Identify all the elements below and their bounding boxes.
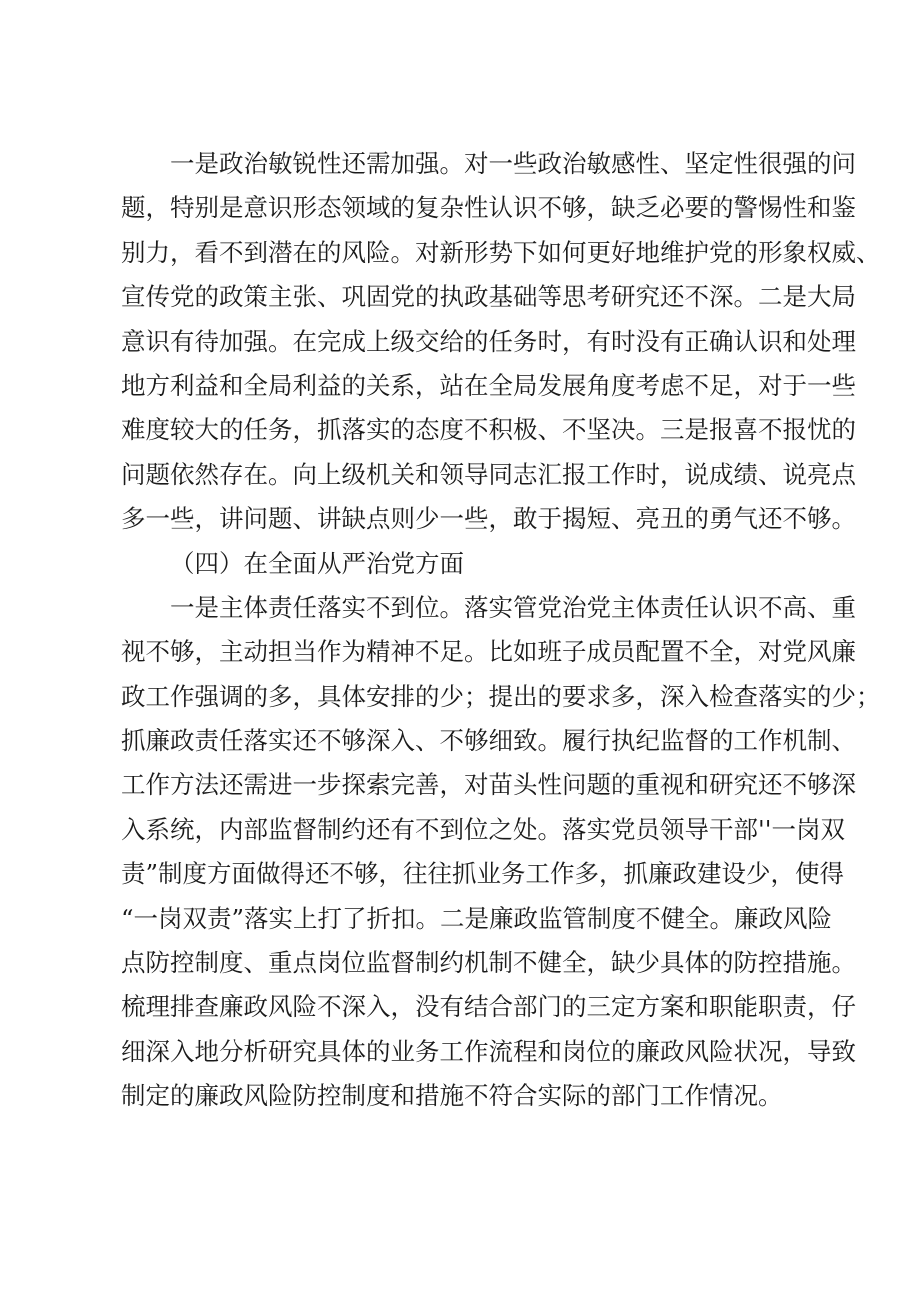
text-line: 工作方法还需进一步探索完善，对苗头性问题的重视和研究还不够深 (121, 770, 856, 800)
text-line: 制定的廉政风险防控制度和措施不符合实际的部门工作情况。 (121, 1081, 783, 1111)
section-heading-four (121, 542, 811, 586)
text-line: 别力，看不到潜在的风险。对新形势下如何更好地维护党的形象权威、 (121, 237, 881, 267)
text-line: 政工作强调的多，具体安排的少；提出的要求多，深入检查落实的少； (121, 681, 881, 711)
paragraph-political-sensitivity (121, 142, 881, 542)
text-line: 题，特别是意识形态领域的复杂性认识不够，缺乏必要的警惕性和鉴 (121, 193, 856, 223)
section-heading: （四）在全面从严治党方面 (170, 548, 464, 578)
text-line: 一是主体责任落实不到位。落实管党治党主体责任认识不高、重 (170, 592, 856, 622)
text-line: 宣传党的政策主张、巩固党的执政基础等思考研究还不深。二是大局 (121, 282, 856, 312)
text-line: 意识有待加强。在完成上级交给的任务时，有时没有正确认识和处理 (121, 326, 856, 356)
text-line: 一是政治敏锐性还需加强。对一些政治敏感性、坚定性很强的问 (170, 149, 856, 178)
text-line: 点防控制度、重点岗位监督制约机制不健全，缺少具体的防控措施。 (121, 948, 856, 978)
text-line: 地方利益和全局利益的关系，站在全局发展角度考虑不足，对于一些 (121, 370, 856, 400)
document-page (121, 142, 881, 1119)
text-line: 抓廉政责任落实还不够深入、不够细致。履行执纪监督的工作机制、 (121, 726, 856, 756)
paragraph-main-responsibility (121, 586, 881, 1119)
text-line: 入系统，内部监督制约还有不到位之处。落实党员领导干部''一岗双 (121, 814, 845, 844)
text-line: 责”制度方面做得还不够，往往抓业务工作多，抓廉政建设少，使得 (121, 859, 845, 889)
text-line: 难度较大的任务，抓落实的态度不积极、不坚决。三是报喜不报忧的 (121, 415, 856, 445)
text-line: 梳理排查廉政风险不深入，没有结合部门的三定方案和职能职责，仔 (121, 992, 856, 1022)
text-line: 多一些，讲问题、讲缺点则少一些，敢于揭短、亮丑的勇气还不够。 (121, 504, 856, 534)
text-line: “一岗双责”落实上打了折扣。二是廉政监管制度不健全。廉政风险 (121, 903, 833, 933)
text-line: 视不够，主动担当作为精神不足。比如班子成员配置不全，对党风廉 (121, 637, 856, 667)
text-line: 细深入地分析研究具体的业务工作流程和岗位的廉政风险状况，导致 (121, 1036, 856, 1066)
text-line: 问题依然存在。向上级机关和领导同志汇报工作时，说成绩、说亮点 (121, 459, 856, 489)
